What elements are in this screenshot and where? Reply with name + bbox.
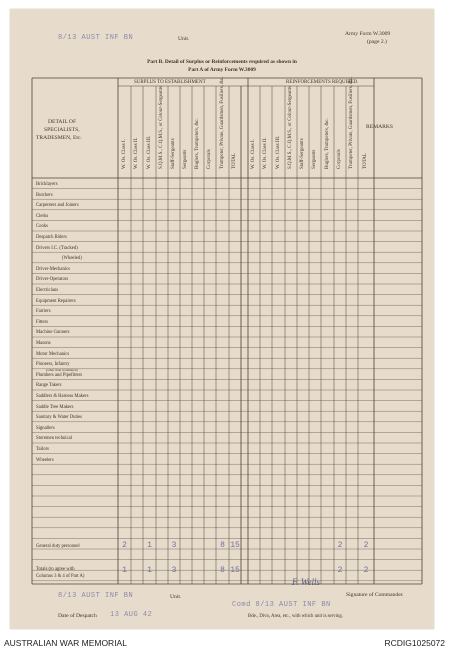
despatch-label: Date of Despatch <box>58 613 97 619</box>
reinforcement-column-header: Buglers, Trumpeters, &c. <box>324 118 330 169</box>
row-label: Pioneers, Infantry <box>36 362 70 368</box>
row-label: Storemen technical <box>36 436 73 442</box>
archive-id: RCDIG1025072 <box>384 638 445 648</box>
surplus-group-header: SURPLUS TO ESTABLISHMENT <box>134 80 206 85</box>
row-label: Range Takers <box>36 383 62 389</box>
row-label: Fitters <box>36 319 48 325</box>
total-value: 3 <box>171 566 177 575</box>
unit-label-top: Unit. <box>178 36 190 42</box>
page-number: (page 2.) <box>367 39 387 45</box>
reinforcement-column-header: Corporals <box>337 149 342 169</box>
row-label: Bricklayers <box>36 182 58 187</box>
unit-stamp-top: 8/13 AUST INF BN <box>58 34 134 42</box>
row-label: Butchers <box>36 192 53 198</box>
surplus-column-header: Corporals <box>207 149 212 169</box>
row-label: Signallers <box>36 425 55 431</box>
gdp-value: 1 <box>147 541 152 550</box>
gdp-value: 3 <box>171 541 177 550</box>
row-label: Machine Gunners <box>36 330 70 336</box>
row-label: Masons <box>36 341 51 346</box>
surplus-column-header: TOTAL <box>232 153 237 169</box>
total-value: 2 <box>337 566 343 575</box>
row-label: Saddlers & Harness Makers <box>36 394 89 399</box>
remarks-header: REMARKS <box>366 124 394 130</box>
row-label: Driver-Operators <box>36 277 69 283</box>
gdp-value: 15 <box>230 541 240 550</box>
unit-label-bottom: Unit. <box>170 594 182 600</box>
row-label: Sanitary & Water Duties <box>36 415 83 421</box>
row-label: Motor Mechanics <box>36 351 70 357</box>
surplus-column-header: S.Q.M.S., C.Q.M.S., or Colour-Sergeants <box>159 85 164 169</box>
archive-name: AUSTRALIAN WAR MEMORIAL <box>4 638 127 648</box>
command-stamp: Comd 8/13 AUST INF BN <box>232 601 331 609</box>
surplus-column-header: Staff-Sergeants <box>171 138 176 169</box>
row-label: Despatch Riders <box>36 235 67 240</box>
row-label: Drivers I.C. (Tracked) <box>36 245 78 251</box>
archive-footer <box>0 632 449 653</box>
gdp-label: General duty personnel <box>36 544 80 549</box>
form-title-line2: Part A of Army Form W.3009 <box>188 67 256 73</box>
detail-header-1: DETAIL OF <box>48 119 77 125</box>
total-value: 1 <box>147 566 152 575</box>
surplus-column-header: W. Os. Class I. <box>121 139 127 169</box>
form-title-line1: Part B. Detail of Surplus or Reinforcements required as shown in <box>147 59 297 65</box>
formation-note: Bde., Divn, Area, etc., with which unit is serving. <box>248 614 343 619</box>
surplus-column-header: W. Os. Class II. <box>134 137 139 169</box>
reinforcement-column-header: W. Os. Class III. <box>275 135 281 169</box>
row-label: Plumbers and Pipefitters <box>36 372 83 378</box>
surplus-column-header: Sergeants <box>183 149 188 169</box>
row-label: Tailors <box>36 447 49 452</box>
gdp-value: 2 <box>122 541 127 550</box>
detail-header-3: TRADESMEN, Etc. <box>36 135 82 141</box>
reinforcement-column-header: S.Q.M.S., C.Q.M.S., or Colour-Sergeants <box>288 85 293 169</box>
reinforcement-column-header: W. Os. Class I. <box>251 139 256 169</box>
totals-label-2: Columns 3 & 4 of Part A) <box>36 574 85 579</box>
surplus-column-header: Trumpeter, Private, Guardsmen, Fusiliers, &c. <box>219 76 225 169</box>
total-value: 2 <box>363 566 369 575</box>
reinforcement-column-header: TOTAL <box>363 153 368 169</box>
row-label: Equipment Repairers <box>36 298 76 304</box>
reinforcements-group-header: REINFORCEMENTS REQUIRED. <box>286 80 359 85</box>
row-label: Electricians <box>36 288 59 293</box>
row-label: (Wheeled) <box>62 256 82 262</box>
unit-stamp-bottom: 8/13 AUST INF BN <box>58 592 134 600</box>
surplus-column-header: W. Os. Class III. <box>146 135 152 169</box>
commander-signature: F. Wells <box>292 577 321 587</box>
totals-label-1: Totals (to agree with <box>36 567 75 572</box>
gdp-value: 8 <box>220 541 225 550</box>
row-label: Cooks <box>36 224 48 230</box>
gdp-value: 2 <box>363 541 369 550</box>
row-label: Wheelers <box>36 457 54 463</box>
gdp-value: 2 <box>337 541 343 550</box>
surplus-column-header: Buglers, Trumpeters, &c. <box>195 118 200 169</box>
total-value: 8 <box>220 566 225 575</box>
row-label: Driver-Mechanics <box>36 266 71 272</box>
signature-label: Signature of Commander. <box>346 592 404 598</box>
total-value: 1 <box>122 566 127 575</box>
row-label: Saddle Tree Makers <box>36 404 74 410</box>
pioneer-note: (other than tradesmen) <box>46 367 78 372</box>
reinforcement-column-header: Trumpeter, Private, Guardsmen, Fusiliers, &c. <box>349 76 354 169</box>
row-label: Carpenters and Joiners <box>36 203 79 209</box>
reinforcement-column-header: Sergeants <box>312 149 317 169</box>
form-number: Army Form W.3009 <box>345 31 391 37</box>
reinforcement-column-header: W. Os. Class II. <box>263 137 268 169</box>
row-label: Farriers <box>36 309 51 315</box>
reinforcement-column-header: Staff-Sergeants <box>300 138 305 169</box>
form-sheet <box>10 9 434 629</box>
detail-header-2: SPECIALISTS, <box>44 127 80 133</box>
despatch-date-stamp: 13 AUG 42 <box>110 611 153 619</box>
row-label: Clerks <box>36 213 49 219</box>
total-value: 15 <box>230 566 240 575</box>
